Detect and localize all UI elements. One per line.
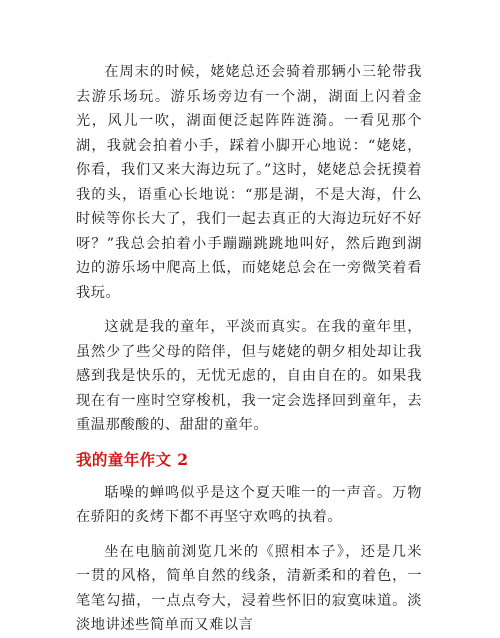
paragraph-childhood-summary: 这就是我的童年，平淡而真实。在我的童年里，虽然少了些父母的陪伴，但与姥姥的朝夕相处却让我感到我是快乐的，无忧无虑的，自由自在的。如果我现在有一座时空穿梭机，我一定会选择回到童年，去重温那酸酸的、甜甜的童年。	[76, 319, 422, 433]
section-heading: 我的童年作文 2	[76, 449, 189, 469]
paragraph-jimmy-book: 坐在电脑前浏览几米的《照相本子》，还是几米一贯的风格，简单自然的线条，清新柔和的着色，一笔笔勾描，一点点夸大，浸着些怀旧的寂寞味道。淡淡地讲述些简单而又难以言	[76, 543, 422, 633]
document-page	[76, 60, 422, 638]
paragraph-grandma-lake: 在周末的时候，姥姥总还会骑着那辆小三轮带我去游乐场玩。游乐场旁边有一个湖，湖面上闪着金光，风儿一吹，湖面便泛起阵阵涟漪。一看见那个湖，我就会拍着小手，踩着小脚开心地说：“姥姥，你看，我们又来大海边玩了。”这时，姥姥总会抚摸着我的头，语重心长地说：“那是湖，不是大海，什么时候等你长大了，我们一起去真正的大海边玩好不好呀？”我总会拍着小手蹦蹦跳跳地叫好，然后跑到湖边的游乐场中爬高上低，而姥姥总会在一旁微笑着看我玩。	[76, 64, 422, 301]
paragraph-cicada: 聒噪的蝉鸣似乎是这个夏天唯一的一声音。万物在骄阳的炙烤下都不再坚守欢鸣的执着。	[76, 484, 422, 525]
